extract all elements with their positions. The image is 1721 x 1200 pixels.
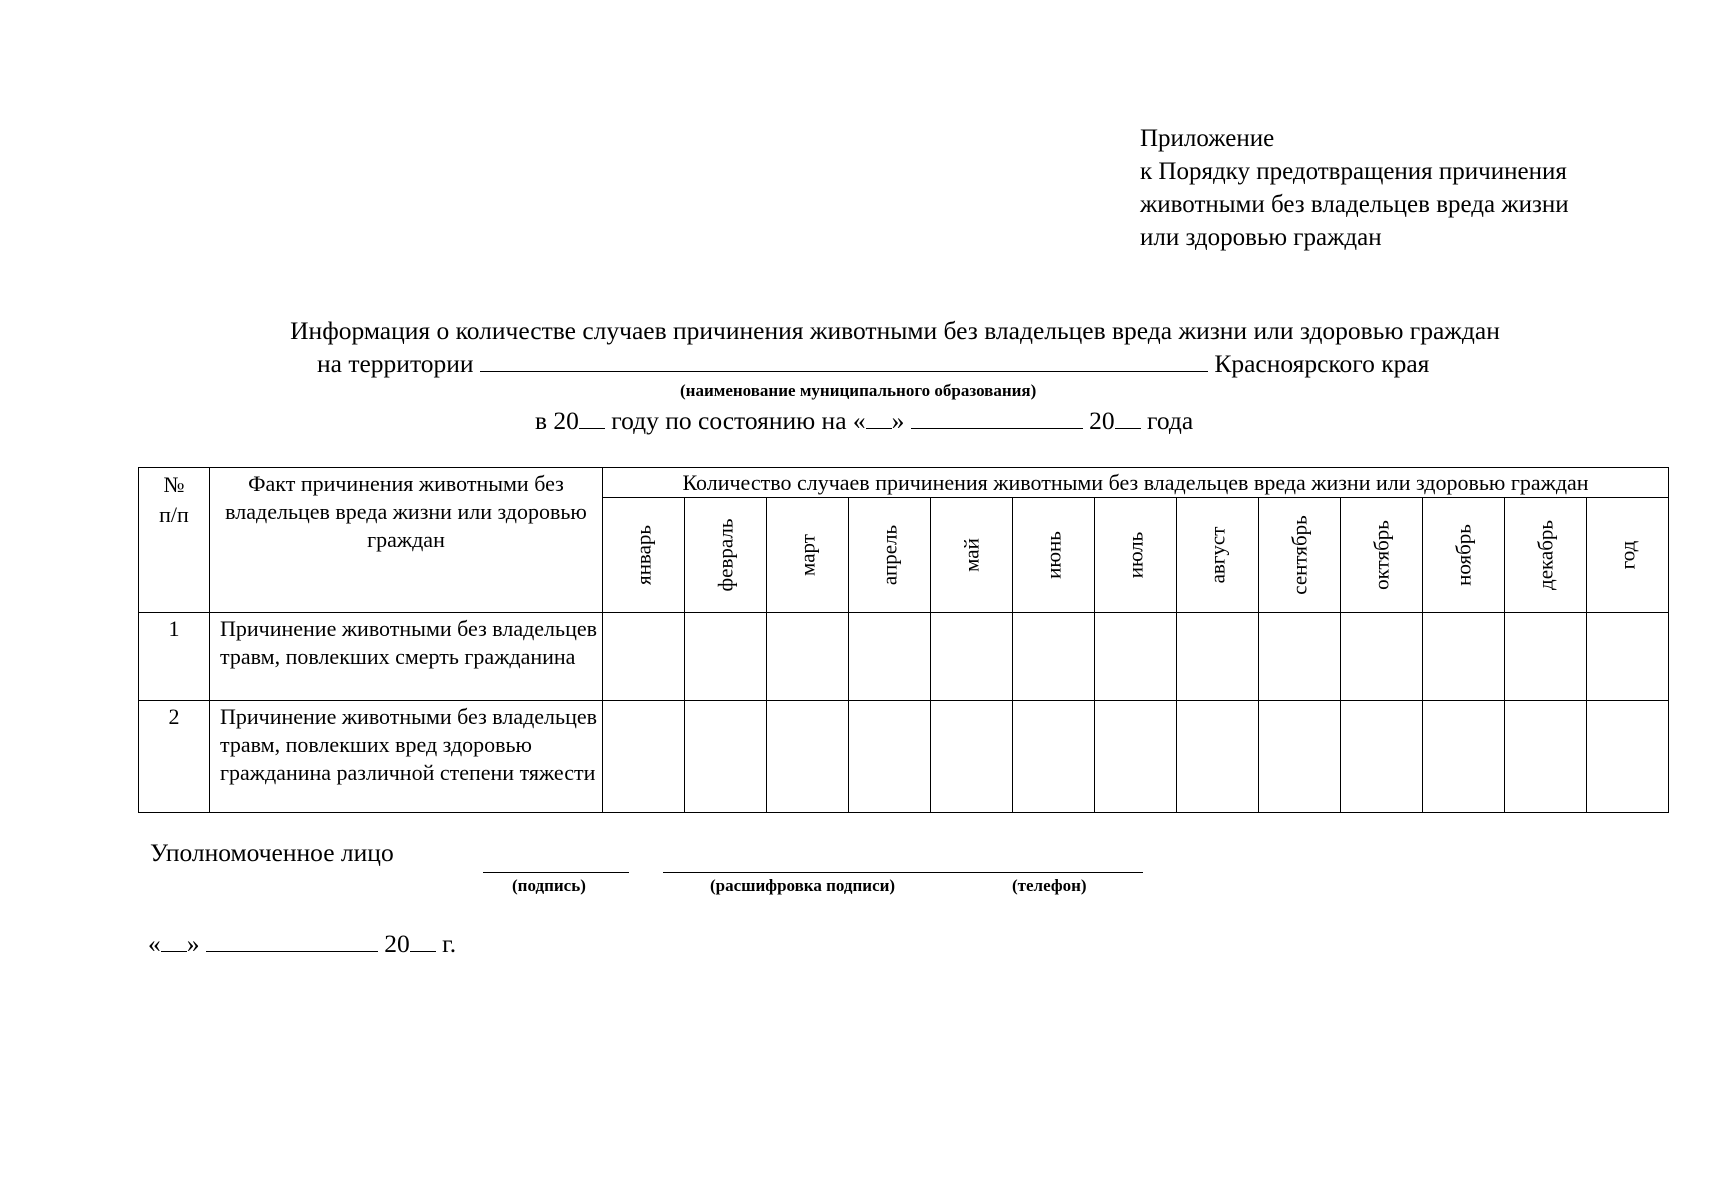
authorized-person-label: Уполномоченное лицо (150, 838, 394, 867)
month-label: октябрь (1369, 520, 1393, 591)
footer-open-quote: « (148, 929, 161, 958)
month-label: декабрь (1533, 520, 1557, 591)
month-label: июнь (1041, 531, 1065, 580)
value-cell[interactable] (1013, 613, 1095, 701)
month-label: ноябрь (1451, 524, 1475, 587)
cases-table (138, 467, 1669, 813)
value-cell[interactable] (603, 613, 685, 701)
value-cell[interactable] (931, 701, 1013, 813)
value-cell[interactable] (1587, 613, 1669, 701)
table-row (139, 613, 1669, 701)
row-fact: Причинение животными без владельцев травм, повлекших смерть гражданина (210, 613, 603, 701)
value-cell[interactable] (849, 613, 931, 701)
month-header (767, 498, 849, 613)
appendix-block (1140, 122, 1569, 254)
month-header (1587, 498, 1669, 613)
month-label: май (959, 538, 983, 573)
value-cell[interactable] (1341, 701, 1423, 813)
month-label: год (1615, 540, 1639, 570)
month-header (931, 498, 1013, 613)
value-cell[interactable] (931, 613, 1013, 701)
table-header-row (139, 468, 1669, 498)
month-label: январь (631, 525, 655, 586)
month-header (685, 498, 767, 613)
month-header (1341, 498, 1423, 613)
footer-year: 20 (384, 929, 410, 958)
month-label: март (795, 534, 819, 577)
phone-caption: (телефон) (1012, 876, 1087, 895)
row-fact: Причинение животными без владельцев травм, повлекших вред здоровью гражданина различной степени тяжести (210, 701, 603, 813)
table-row (139, 701, 1669, 813)
month-header (1259, 498, 1341, 613)
month-header (1095, 498, 1177, 613)
year-blank-2[interactable] (1115, 406, 1141, 429)
value-cell[interactable] (1423, 701, 1505, 813)
report-date-line (535, 406, 1193, 436)
date-part-1: в 20 (535, 406, 579, 435)
day-blank[interactable] (866, 406, 892, 429)
footer-close-quote: » (186, 929, 200, 958)
month-header (1505, 498, 1587, 613)
date-part-3: » (891, 406, 905, 435)
territory-line (317, 349, 1429, 379)
value-cell[interactable] (767, 701, 849, 813)
month-label: июль (1123, 531, 1147, 579)
signature-decode-line[interactable] (663, 872, 1143, 873)
value-cell[interactable] (1423, 613, 1505, 701)
value-cell[interactable] (1013, 701, 1095, 813)
municipality-note: (наименование муниципального образования) (680, 381, 1037, 400)
value-cell[interactable] (685, 613, 767, 701)
value-cell[interactable] (1095, 701, 1177, 813)
footer-suffix: г. (442, 929, 457, 958)
value-cell[interactable] (1177, 701, 1259, 813)
month-header (1423, 498, 1505, 613)
value-cell[interactable] (1259, 701, 1341, 813)
header-count: Количество случаев причинения животными без владельцев вреда жизни или здоровью граждан (603, 468, 1669, 498)
document-title: Информация о количестве случаев причинения животными без владельцев вреда жизни или здоровью граждан (290, 316, 1500, 345)
appendix-line-4: или здоровью граждан (1140, 224, 1382, 251)
value-cell[interactable] (1505, 613, 1587, 701)
month-label: сентябрь (1287, 515, 1311, 595)
territory-suffix: Красноярского края (1214, 349, 1430, 378)
value-cell[interactable] (1587, 701, 1669, 813)
value-cell[interactable] (1177, 613, 1259, 701)
appendix-line-1: Приложение (1140, 125, 1275, 152)
month-header (1013, 498, 1095, 613)
month-header (849, 498, 931, 613)
appendix-line-3: животными без владельцев вреда жизни (1140, 191, 1569, 218)
month-blank[interactable] (911, 406, 1083, 429)
date-part-2: году по состоянию на « (611, 406, 866, 435)
territory-prefix: на территории (317, 349, 474, 378)
value-cell[interactable] (1505, 701, 1587, 813)
value-cell[interactable] (849, 701, 931, 813)
month-label: февраль (713, 518, 737, 592)
signature-caption: (подпись) (512, 876, 586, 895)
year-blank[interactable] (579, 406, 605, 429)
signature-line[interactable] (483, 872, 629, 873)
value-cell[interactable] (1259, 613, 1341, 701)
date-part-4: 20 (1089, 406, 1115, 435)
value-cell[interactable] (767, 613, 849, 701)
value-cell[interactable] (603, 701, 685, 813)
appendix-line-2: к Порядку предотвращения причинения (1140, 158, 1567, 185)
header-fact: Факт причинения животными без владельцев вреда жизни или здоровью граждан (210, 468, 603, 613)
value-cell[interactable] (685, 701, 767, 813)
footer-month-blank[interactable] (206, 929, 378, 952)
municipality-blank[interactable] (480, 349, 1208, 372)
footer-date-line (148, 929, 456, 959)
month-header (1177, 498, 1259, 613)
header-number: № п/п (139, 468, 210, 613)
month-label: апрель (877, 525, 901, 586)
month-label: август (1205, 526, 1229, 584)
footer-day-blank[interactable] (161, 929, 187, 952)
row-number: 1 (139, 613, 210, 701)
row-number: 2 (139, 701, 210, 813)
signature-decode-caption: (расшифровка подписи) (710, 876, 896, 895)
month-header (603, 498, 685, 613)
value-cell[interactable] (1341, 613, 1423, 701)
date-part-5: года (1147, 406, 1194, 435)
footer-year-blank[interactable] (410, 929, 436, 952)
value-cell[interactable] (1095, 613, 1177, 701)
